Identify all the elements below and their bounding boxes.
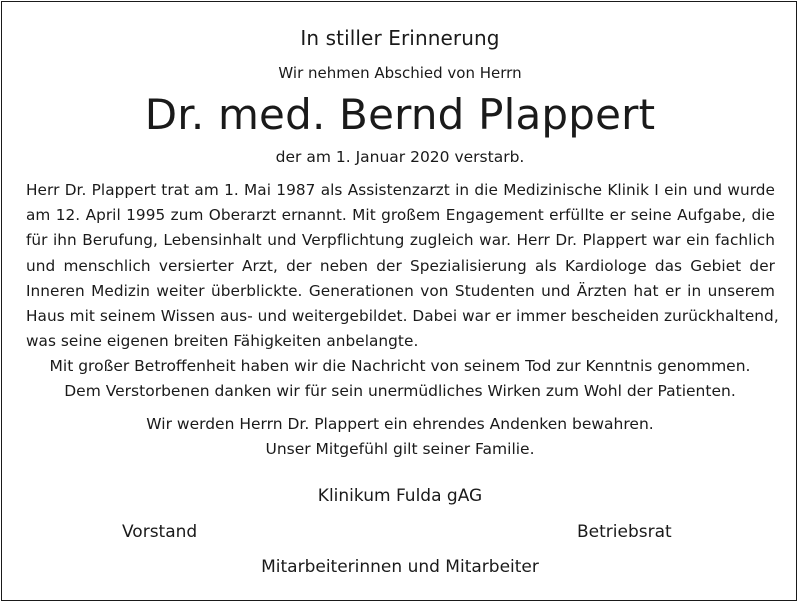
biography-line: Inneren Medizin weiter überblickte. Generationen von Studenten und Ärzten hat er in unserem (26, 281, 775, 300)
sorrow-line: Mit großer Betroffenheit haben wir die Nachricht von seinem Tod zur Kenntnis genommen. (49, 357, 751, 375)
biography-line: Herr Dr. Plappert trat am 1. Mai 1987 als Assistenzarzt in die Medizinische Klinik I ein und wurde (26, 181, 775, 199)
remembrance-paragraph (0, 412, 800, 462)
biography-line: für ihn Berufung, Lebensinhalt und Verpflichtung zugleich war. Herr Dr. Plappert war ein fachlich (26, 231, 775, 250)
remembrance-line: Unser Mitgefühl gilt seiner Familie. (265, 440, 535, 458)
notice-heading: In stiller Erinnerung (300, 26, 500, 50)
deceased-name: Dr. med. Bernd Plappert (144, 90, 656, 139)
signatory-staff: Mitarbeiterinnen und Mitarbeiter (261, 557, 539, 577)
biography-line: Haus mit seinem Wissen aus- und weitergebildet. Dabei war er immer bescheiden zurückhaltend, (26, 307, 779, 326)
farewell-line: Wir nehmen Abschied von Herrn (278, 64, 522, 82)
biography-line: was seine eigenen breiten Fähigkeiten anbelangte. (26, 332, 419, 351)
biography-paragraph (26, 178, 779, 354)
remembrance-line: Wir werden Herrn Dr. Plappert ein ehrendes Andenken bewahren. (146, 415, 654, 433)
organization-name: Klinikum Fulda gAG (317, 486, 483, 506)
sorrow-line: Dem Verstorbenen danken wir für sein unermüdliches Wirken zum Wohl der Patienten. (64, 382, 736, 400)
signatory-board: Vorstand (122, 522, 198, 542)
biography-line: am 12. April 1995 zum Oberarzt ernannt. Mit großem Engagement erfüllte er seine Aufgabe, die (26, 206, 775, 225)
death-date-line: der am 1. Januar 2020 verstarb. (275, 148, 525, 166)
sorrow-paragraph (0, 354, 800, 404)
signatory-works-council: Betriebsrat (577, 522, 672, 542)
biography-line: und menschlich versierter Arzt, der neben der Spezialisierung als Kardiologe das Gebiet der (26, 256, 775, 275)
